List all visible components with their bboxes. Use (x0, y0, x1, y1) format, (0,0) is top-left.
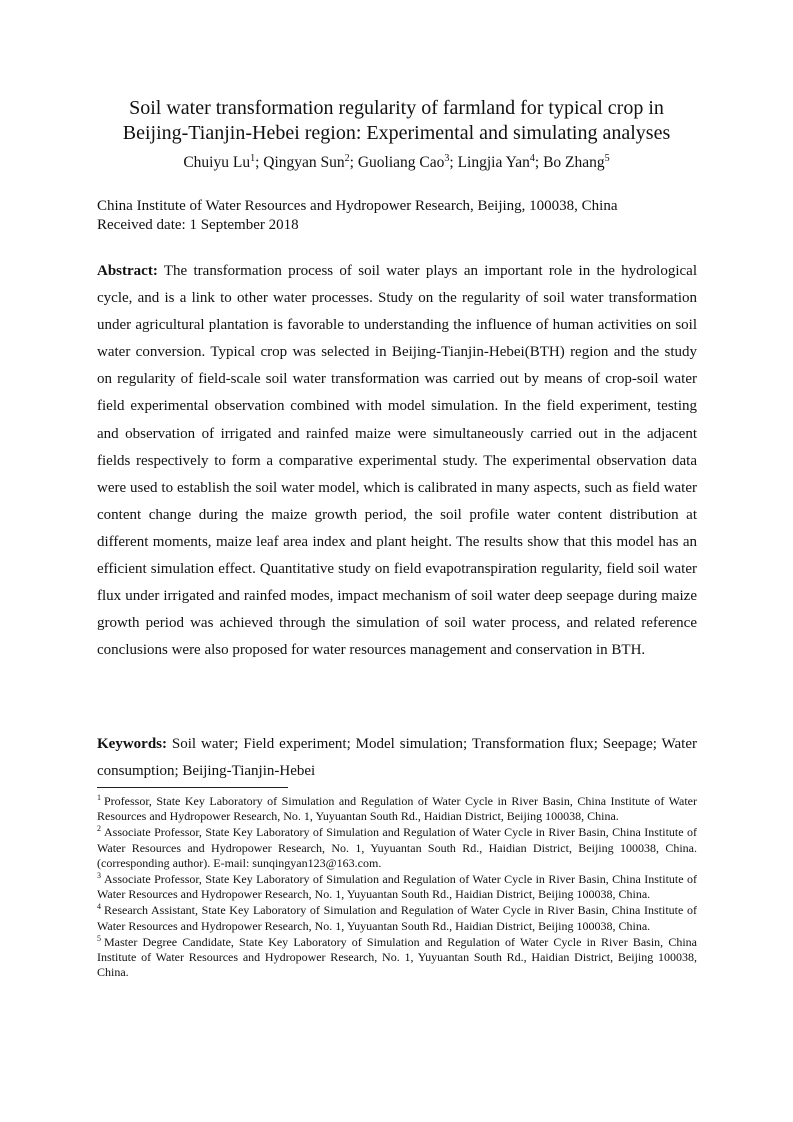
affiliation: China Institute of Water Resources and Hydropower Research, Beijing, 100038, China (97, 198, 618, 214)
footnote-mark: 5 (97, 933, 101, 943)
footnote-text: Master Degree Candidate, State Key Laboratory of Simulation and Regulation of Water Cycle in River Basin, China Institute of Water Resources and Hydropower Research, No. 1, Yuyuantan South Rd., Haidian District, Beijing 100038, China. (97, 934, 697, 980)
author-name: Qingyan Sun (263, 154, 345, 171)
author-footnote-mark: 3 (444, 153, 450, 164)
footnote (97, 935, 697, 981)
footnote-text: Associate Professor, State Key Laboratory of Simulation and Regulation of Water Cycle in River Basin, China Institute of Water Resources and Hydropower Research, No. 1, Yuyuantan South Rd., Haidian District, Beijing 100038, China. (97, 872, 697, 902)
footnote (97, 903, 697, 933)
footnote-mark: 2 (97, 824, 101, 834)
footnote-mark: 4 (97, 902, 101, 912)
author-footnote-mark: 2 (344, 153, 350, 164)
keywords-label: Keywords: (97, 736, 167, 752)
footnote-text: Research Assistant, State Key Laboratory of Simulation and Regulation of Water Cycle in River Basin, China Institute of Water Resources and Hydropower Research, No. 1, Yuyuantan South Rd., Haidian District, Beijing 100038, China. (97, 903, 697, 933)
author-name: Bo Zhang (543, 154, 605, 171)
author-footnote-mark: 4 (529, 153, 535, 164)
author-name: Guoliang Cao (357, 154, 445, 171)
received-date: Received date: 1 September 2018 (97, 217, 299, 233)
footnote-text: Professor, State Key Laboratory of Simulation and Regulation of Water Cycle in River Basin, China Institute of Water Resources and Hydropower Research, No. 1, Yuyuantan South Rd., Haidian District, Beijing 100038, China. (97, 794, 697, 824)
footnote-divider (97, 787, 288, 788)
footnote (97, 872, 697, 902)
author (263, 154, 349, 171)
author (358, 154, 450, 171)
abstract-label: Abstract: (97, 263, 158, 279)
author (183, 154, 255, 171)
keywords (97, 731, 697, 785)
title-line-1: Soil water transformation regularity of farmland for typical crop in (129, 97, 664, 119)
footnote (97, 794, 697, 824)
abstract-text: The transformation process of soil water plays an important role in the hydrological cycle, and is a link to other water processes. Study on the regularity of soil water transformation under agricultural plantation is favorable to understanding the influence of human activities on soil water conversion. Typical crop was selected in Beijing-Tianjin-Hebei(BTH) region and the study on regularity of field-scale soil water transformation was carried out by means of crop-soil water field experimental observation combined with model simulation. In the field experiment, testing and observation of irrigated and rainfed maize were simultaneously carried out in the adjacent fields respectively to form a comparative experimental study. The experimental observation data were used to establish the soil water model, which is calibrated in many aspects, such as field water content change during the maize growth period, the soil profile water content distribution at different moments, maize leaf area index and plant height. The results show that this model has an efficient simulation effect. Quantitative study on field evapotranspiration regularity, field soil water flux under irrigated and rainfed modes, impact mechanism of soil water deep seepage during maize growth period was achieved through the simulation of soil water process, and related reference conclusions were also proposed for water resources management and conservation in BTH. (97, 263, 697, 659)
footnote-text: Associate Professor, State Key Laboratory of Simulation and Regulation of Water Cycle in River Basin, China Institute of Water Resources and Hydropower Research, No. 1, Yuyuantan South Rd., Haidian District, Beijing 100038, China. (corresponding author). E-mail: sunqingyan123@163.com. (97, 825, 697, 870)
footnotes (97, 794, 697, 981)
keywords-text: Soil water; Field experiment; Model simulation; Transformation flux; Seepage; Water consumption; Beijing-Tianjin-Hebei (97, 736, 697, 780)
paper-title (60, 96, 733, 146)
author (458, 154, 535, 171)
author-footnote-mark: 1 (250, 153, 256, 164)
abstract (97, 258, 697, 664)
affiliation-block (97, 197, 617, 235)
title-line-2: Beijing-Tianjin-Hebei region: Experimental and simulating analyses (122, 122, 671, 144)
author-name: Lingjia Yan (457, 154, 530, 171)
author (543, 154, 610, 171)
author-footnote-mark: 5 (604, 153, 610, 164)
footnote-mark: 3 (97, 871, 101, 881)
author-list: Chuiyu Lu$^1$; Qingyan Sun$^2$; Guoliang Cao$^3$; Lingjia Yan$^4$; Bo Zhang$^5$ (183, 153, 610, 171)
author-name: Chuiyu Lu (183, 154, 251, 171)
footnote-mark: 1 (97, 793, 101, 802)
footnote (97, 825, 697, 871)
